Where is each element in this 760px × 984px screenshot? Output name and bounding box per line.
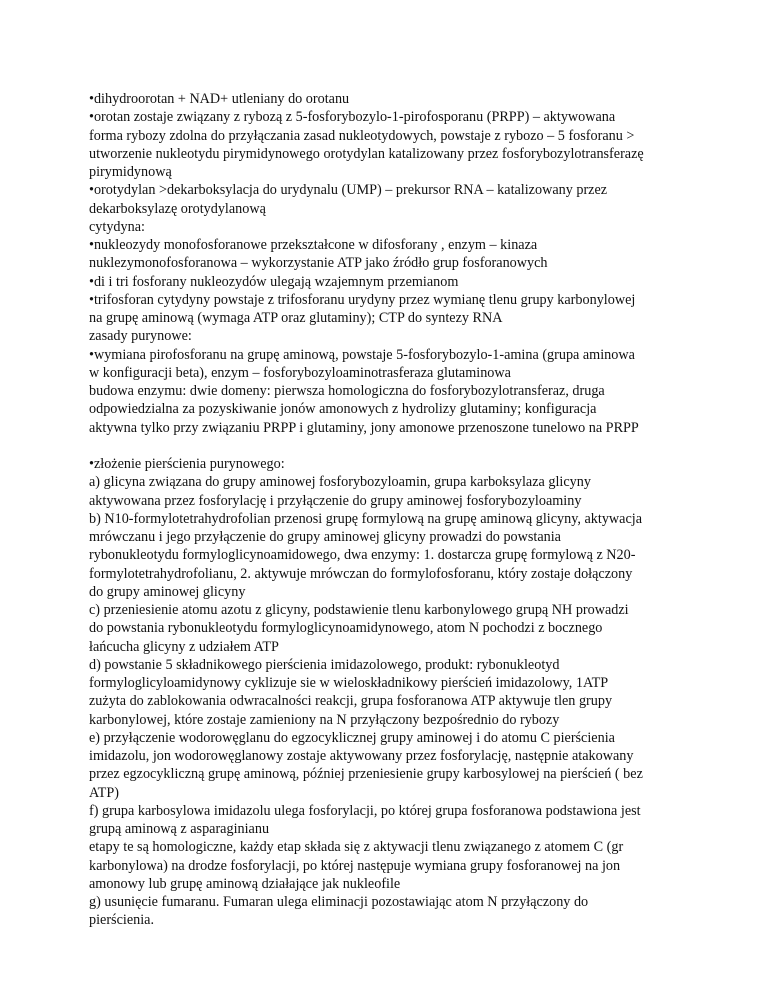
text-line: formylotetrahydrofolianu, 2. aktywuje mrówczan do formylofosforanu, który zostaje dołączony bbox=[89, 565, 633, 582]
text-line: f) grupa karbosylowa imidazolu ulega fosforylacji, po której grupa fosforanowa podstawiona jest bbox=[89, 802, 641, 819]
text-line: a) glicyna związana do grupy aminowej fosforybozyloamin, grupa karboksylaza glicyny bbox=[89, 474, 591, 491]
text-line: amonowy lub grupę aminową działające jak nukleofile bbox=[89, 875, 401, 892]
text-line: e) przyłączenie wodorowęglanu do egzocyklicznej grupy aminowej i do atomu C pierścienia bbox=[89, 729, 615, 746]
text-line: na grupę aminową (wymaga ATP oraz glutaminy); CTP do syntezy RNA bbox=[89, 310, 503, 326]
text-line: budowa enzymu: dwie domeny: pierwsza homologiczna do fosforybozylotransferaz, druga bbox=[89, 383, 605, 399]
text-line: utworzenie nukleotydu pirymidynowego orotydylan katalizowany przez fosforybozylotransferazę bbox=[89, 145, 644, 162]
text-line: aktywna tylko przy związaniu PRPP i glutaminy, jony amonowe przenoszone tunelowo na PRPP bbox=[89, 419, 639, 436]
text-line: dekarboksylazę orotydylanową bbox=[89, 200, 266, 217]
text-line: •nukleozydy monofosforanowe przekształcone w difosforany , enzym – kinaza bbox=[89, 237, 538, 253]
text-line: do grupy aminowej glicyny bbox=[89, 583, 246, 600]
text-line: łańcucha glicyny z udziałem ATP bbox=[89, 638, 279, 655]
text-line: etapy te są homologiczne, każdy etap składa się z aktywacji tlenu związanego z atomem C (gr bbox=[89, 839, 624, 856]
text-line: ATP) bbox=[89, 784, 119, 801]
text-line: c) przeniesienie atomu azotu z glicyny, podstawienie tlenu karbonylowego grupą NH prowadzi bbox=[89, 602, 629, 618]
blank-line bbox=[89, 437, 689, 455]
text-line: •wymiana pirofosforanu na grupę aminową, powstaje 5-fosforybozylo-1-amina (grupa aminowa bbox=[89, 346, 635, 363]
text-line: rybonukleotydu formyloglicynoamidowego, dwa enzymy: 1. dostarcza grupę formylową z N20- bbox=[89, 547, 636, 564]
text-line: pierścienia. bbox=[89, 912, 154, 929]
text-line: •di i tri fosforany nukleozydów ulegają wzajemnym przemianom bbox=[89, 273, 459, 290]
text-line: nuklezymonofosforanowa – wykorzystanie ATP jako źródło grup fosforanowych bbox=[89, 255, 548, 272]
text-line: karbonylowa) na drodze fosforylacji, po której następuje wymiana grupy fosforanowej na jon bbox=[89, 857, 621, 874]
text-line: forma rybozy zdolna do przyłączania zasad nukleotydowych, powstaje z rybozo – 5 fosforanu > bbox=[89, 127, 635, 144]
text-line: w konfiguracji beta), enzym – fosforybozyloaminotrasferaza glutaminowa bbox=[89, 364, 511, 381]
text-line: zasady purynowe: bbox=[89, 328, 192, 345]
text-line: odpowiedzialna za pozyskiwanie jonów amonowych z hydrolizy glutaminy; konfiguracja bbox=[89, 401, 597, 418]
text-line: zużyta do zablokowania odwracalności reakcji, grupa fosforanowa ATP aktywuje tlen grupy bbox=[89, 693, 613, 710]
text-line: pirymidynową bbox=[89, 164, 172, 180]
text-line: grupą aminową z asparaginianu bbox=[89, 821, 270, 837]
text-line: cytydyna: bbox=[89, 218, 145, 235]
text-line: imidazolu, jon wodorowęglanowy zostaje aktywowany przez fosforylację, następnie atakowany bbox=[89, 748, 634, 764]
text-line: g) usunięcie fumaranu. Fumaran ulega eliminacji pozostawiając atom N przyłączony do bbox=[89, 894, 589, 910]
text-line: •trifosforan cytydyny powstaje z trifosforanu urydyny przez wymianę tlenu grupy karbonylowej bbox=[89, 291, 636, 308]
text-line: do powstania rybonukleotydu formyloglicynoamidynowego, atom N pochodzi z bocznego bbox=[89, 620, 603, 637]
text-line: aktywowana przez fosforylację i przyłączenie do grupy aminowej fosforybozyloaminy bbox=[89, 492, 582, 509]
text-line: •orotan zostaje związany z rybozą z 5-fosforybozylo-1-pirofosporanu (PRPP) – aktywowana bbox=[89, 109, 616, 126]
text-line: karbonylowej, które zostaje zamieniony na N przyłączony bezpośrednio do rybozy bbox=[89, 711, 560, 728]
text-line: mrówczanu i jego przyłączenie do grupy aminowej glicyny prowadzi do powstania bbox=[89, 529, 561, 545]
text-line: •złożenie pierścienia purynowego: bbox=[89, 456, 285, 472]
text-line: •dihydroorotan + NAD+ utleniany do orotanu bbox=[89, 91, 350, 107]
text-line: b) N10-formylotetrahydrofolian przenosi grupę formylową na grupę aminową glicyny, aktywacja bbox=[89, 510, 642, 527]
document-body bbox=[89, 90, 689, 930]
text-line: d) powstanie 5 składnikowego pierścienia imidazolowego, produkt: rybonukleotyd bbox=[89, 656, 560, 673]
text-line: przez egzocykliczną grupę aminową, później przeniesienie grupy karbosylowej na pierścień ( bez bbox=[89, 766, 643, 783]
text-line: •orotydylan >dekarboksylacja do urydynalu (UMP) – prekursor RNA – katalizowany przez bbox=[89, 182, 608, 199]
text-line: formyloglicyloamidynowy cyklizuje sie w wieloskładnikowy pierścień imidazolowy, 1ATP bbox=[89, 675, 609, 691]
